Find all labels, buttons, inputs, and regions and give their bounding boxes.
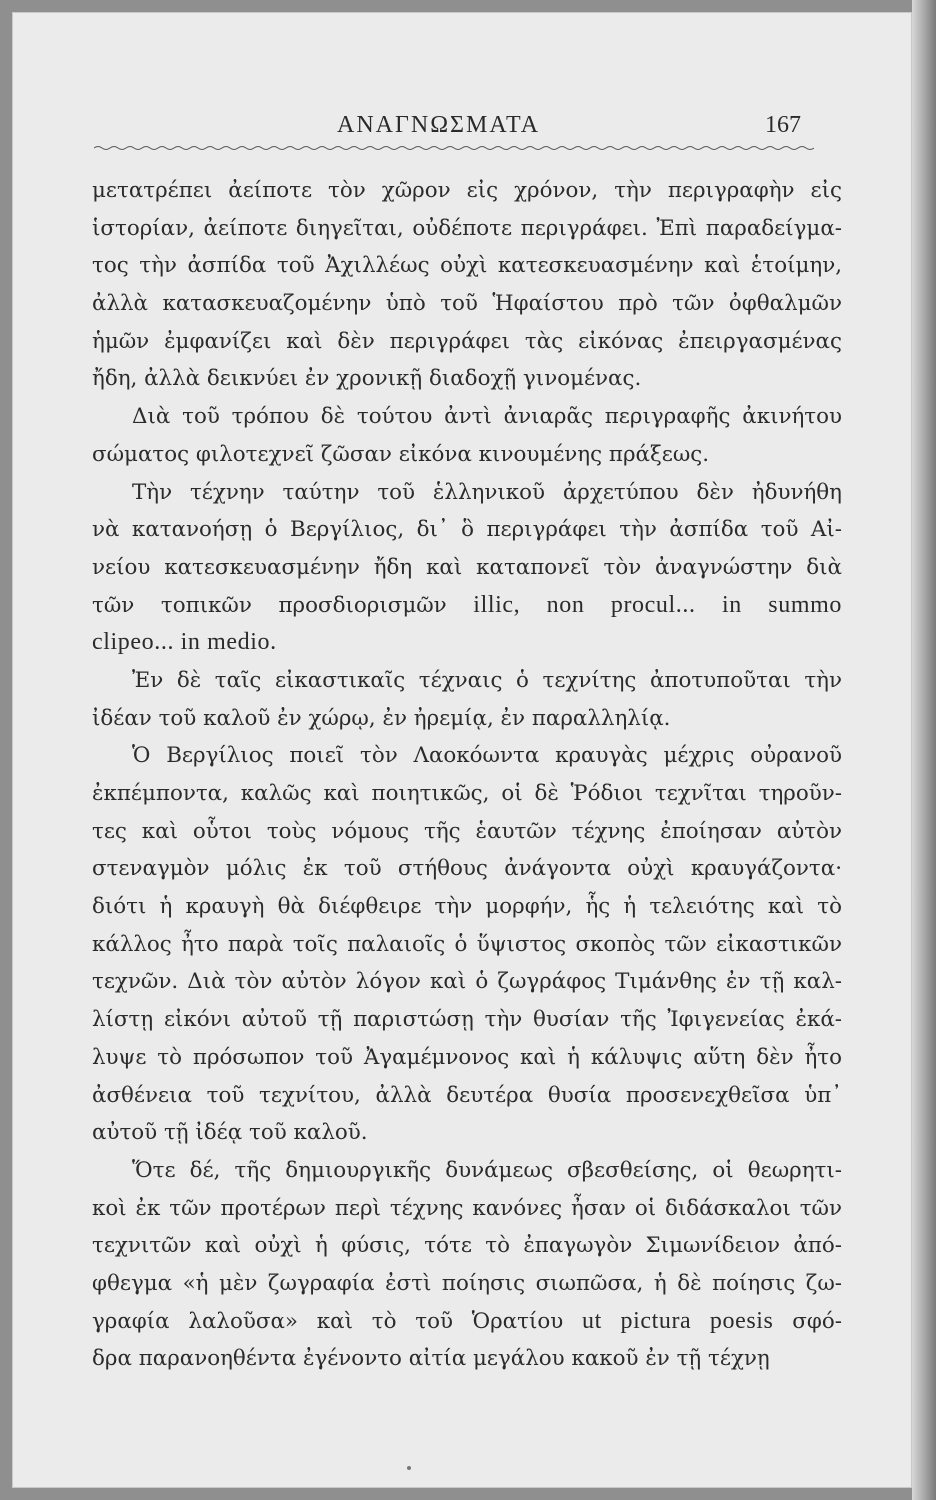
body-text	[92, 172, 842, 1378]
text-line-greek: αὐτοῦ τῇ ἰδέᾳ τοῦ καλοῦ.	[92, 1120, 368, 1146]
text-line	[92, 210, 842, 248]
text-line-greek: σώματος φιλοτεχνεῖ ζῶσαν εἰκόνα κινουμένης πράξεως.	[92, 441, 710, 467]
text-line	[92, 1077, 842, 1115]
text-line-greek: ἰδέαν τοῦ καλοῦ ἐν χώρῳ, ἐν ἠρεμίᾳ, ἐν παραλληλίᾳ.	[92, 705, 671, 731]
text-line	[92, 1039, 842, 1077]
text-line-greek: τεχνιτῶν καὶ οὐχὶ ἡ φύσις, τότε τὸ ἐπαγωγὸν Σιμωνίδειον ἀπό-	[92, 1233, 842, 1259]
book-edge	[912, 0, 936, 1500]
text-line-greek: τεχνῶν. Διὰ τὸν αὐτὸν λόγον καὶ ὁ ζωγράφος Τιμάνθης ἐν τῇ καλ-	[92, 969, 842, 995]
text-line-latin: clipeo... in medio.	[92, 629, 277, 656]
text-line-greek: Ἐν δὲ ταῖς εἰκαστικαῖς τέχναις ὁ τεχνίτης ἀποτυποῦται τὴν	[132, 667, 842, 693]
text-line	[92, 172, 842, 210]
text-line	[92, 474, 842, 512]
text-line	[92, 1265, 842, 1303]
header-wavy-rule	[94, 145, 814, 151]
text-line	[92, 549, 842, 587]
text-line	[92, 775, 842, 813]
text-line-greek: ἀσθένεια τοῦ τεχνίτου, ἀλλὰ δευτέρα θυσία προσενεχθεῖσα ὑπ᾽	[92, 1082, 842, 1108]
text-line-greek: νείου κατεσκευασμένην ἤδη καὶ καταπονεῖ τὸν ἀναγνώστην διὰ	[92, 554, 842, 580]
text-line	[92, 360, 842, 398]
text-line-greek: Τὴν τέχνην ταύτην τοῦ ἑλληνικοῦ ἀρχετύπου δὲν ἠδυνήθη	[132, 479, 842, 505]
text-line-greek: ἤδη, ἀλλὰ δεικνύει ἐν χρονικῇ διαδοχῇ γινομένας.	[92, 366, 642, 392]
text-line	[92, 1340, 842, 1378]
text-line	[92, 436, 842, 474]
text-line-greek: νὰ κατανοήσῃ ὁ Βεργίλιος, δι᾽ ὃ περιγράφει τὴν ἀσπίδα τοῦ Αἰ-	[92, 517, 842, 543]
text-line-greek: λυψε τὸ πρόσωπον τοῦ Ἀγαμέμνονος καὶ ἡ κάλυψις αὕτη δὲν ἦτο	[92, 1044, 842, 1070]
text-line	[92, 1114, 842, 1152]
book-page	[12, 12, 912, 1488]
text-line-greek: ἡμῶν ἐμφανίζει καὶ δὲν περιγράφει τὰς εἰκόνας ἐπειργασμένας	[92, 328, 842, 354]
text-line-greek: ἀλλὰ κατασκευαζομένην ὑπὸ τοῦ Ἡφαίστου πρὸ τῶν ὀφθαλμῶν	[92, 291, 842, 317]
text-line-greek: κοὶ ἐκ τῶν προτέρων περὶ τέχνης κανόνες ἦσαν οἱ διδάσκαλοι τῶν	[92, 1195, 842, 1221]
text-line	[92, 323, 842, 361]
text-line-greek: τος τὴν ἀσπίδα τοῦ Ἀχιλλέως οὐχὶ κατεσκευασμένην καὶ ἑτοίμην,	[92, 253, 842, 279]
text-line	[92, 1190, 842, 1228]
text-line-greek: Ὅτε δέ, τῆς δημιουργικῆς δυνάμεως σβεσθείσης, οἱ θεωρητι-	[132, 1157, 842, 1183]
text-line-greek: δρα παρανοηθέντα ἐγένοντο αἰτία μεγάλου κακοῦ ἐν τῇ τέχνῃ	[92, 1346, 770, 1372]
text-line-greek: Διὰ τοῦ τρόπου δὲ τούτου ἀντὶ ἀνιαρᾶς περιγραφῆς ἀκινήτου	[132, 404, 842, 430]
text-line	[92, 888, 842, 926]
text-line	[92, 247, 842, 285]
page-header	[12, 112, 912, 152]
text-line-greek: γραφία λαλοῦσα» καὶ τὸ τοῦ Ὁρατίου	[92, 1308, 564, 1334]
text-line-greek: ἐκπέμποντα, καλῶς καὶ ποιητικῶς, οἱ δὲ Ῥόδιοι τεχνῖται τηροῦν-	[92, 781, 842, 806]
text-line	[92, 813, 842, 851]
text-line	[92, 1152, 842, 1190]
running-title: ΑΝΑΓΝΩΣΜΑΤΑ	[337, 112, 541, 138]
text-line	[92, 285, 842, 323]
page-speck	[407, 1466, 411, 1470]
text-line	[92, 1001, 842, 1039]
text-line-greek: τες καὶ οὗτοι τοὺς νόμους τῆς ἑαυτῶν τέχνης ἐποίησαν αὐτὸν	[92, 818, 842, 844]
text-line-greek: διότι ἡ κραυγὴ θὰ διέφθειρε τὴν μορφήν, ἧς ἡ τελειότης καὶ τὸ	[92, 894, 842, 920]
text-line	[92, 850, 842, 888]
text-line-greek: λίστῃ εἰκόνι αὐτοῦ τῇ παριστώσῃ τὴν θυσίαν τῆς Ἰφιγενείας ἐκά-	[92, 1007, 842, 1033]
text-line-greek: στεναγμὸν μόλις ἐκ τοῦ στήθους ἀνάγοντα οὐχὶ κραυγάζοντα·	[92, 856, 842, 882]
text-line	[92, 926, 842, 964]
text-line	[92, 700, 842, 738]
text-line	[92, 624, 842, 662]
text-line-greek: τῶν τοπικῶν προσδιορισμῶν	[92, 592, 447, 618]
text-line	[92, 1227, 842, 1265]
page-number: 167	[765, 112, 801, 138]
text-line	[92, 1303, 842, 1341]
text-line-greek: μετατρέπει ἀείποτε τὸν χῶρον εἰς χρόνον, τὴν περιγραφὴν εἰς	[92, 178, 842, 203]
text-line-greek: Ὁ Βεργίλιος ποιεῖ τὸν Λαοκόωντα κραυγὰς μέχρις οὐρανοῦ	[132, 743, 842, 769]
text-line-latin: illic, non procul... in summo	[473, 591, 842, 618]
text-line	[92, 398, 842, 436]
text-line	[92, 511, 842, 549]
text-line-greek: φθεγμα «ἡ μὲν ζωγραφία ἐστὶ ποίησις σιωπῶσα, ἡ δὲ ποίησις ζω-	[92, 1270, 842, 1296]
text-line-greek: ἱστορίαν, ἀείποτε διηγεῖται, οὐδέποτε περιγράφει. Ἐπὶ παραδείγμα-	[92, 215, 842, 241]
text-line	[92, 963, 842, 1001]
text-line	[92, 587, 842, 625]
text-line-greek: κάλλος ἦτο παρὰ τοῖς παλαιοῖς ὁ ὕψιστος σκοπὸς τῶν εἰκαστικῶν	[92, 931, 842, 957]
text-line-tail: σφό-	[773, 1308, 842, 1334]
text-line	[92, 662, 842, 700]
text-line-latin: ut pictura poesis	[582, 1307, 774, 1334]
text-line	[92, 737, 842, 775]
